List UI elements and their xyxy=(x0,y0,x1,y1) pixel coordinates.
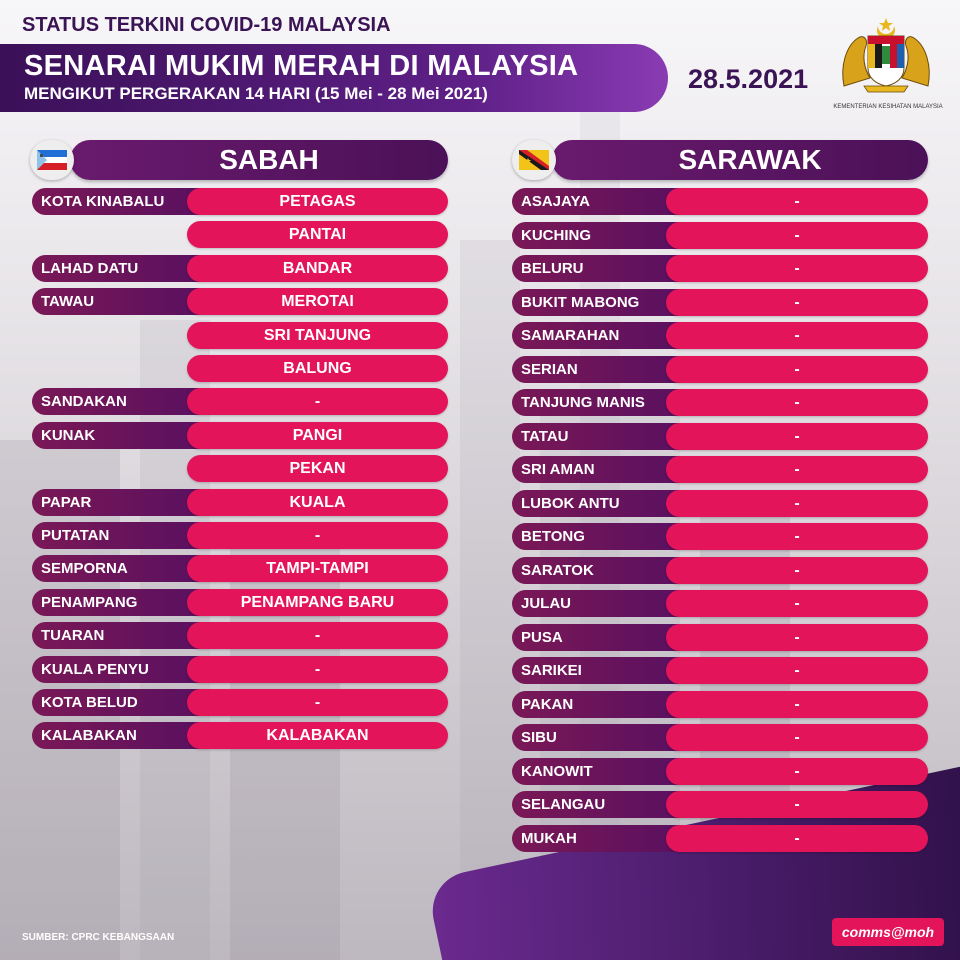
district-label: SANDAKAN xyxy=(32,388,202,415)
district-label: TATAU xyxy=(512,423,682,450)
district-label: KOTA BELUD xyxy=(32,689,202,716)
mukim-value: - xyxy=(187,522,448,549)
comms-badge: comms@moh xyxy=(832,918,944,946)
district-label: PUSA xyxy=(512,624,682,651)
district-label: KALABAKAN xyxy=(32,722,202,749)
sarawak-header xyxy=(512,140,928,180)
sabah-row xyxy=(32,221,448,248)
sarawak-row xyxy=(512,490,928,517)
report-date: 28.5.2021 xyxy=(688,64,809,94)
sarawak-row xyxy=(512,356,928,383)
sarawak-row xyxy=(512,255,928,282)
sabah-row xyxy=(32,622,448,649)
district-label: PUTATAN xyxy=(32,522,202,549)
district-label: KUCHING xyxy=(512,222,682,249)
mukim-value: - xyxy=(187,388,448,415)
district-label: BUKIT MABONG xyxy=(512,289,682,316)
mukim-value: - xyxy=(187,656,448,683)
mukim-value: PENAMPANG BARU xyxy=(187,589,448,616)
district-label: LAHAD DATU xyxy=(32,255,202,282)
sarawak-row xyxy=(512,657,928,684)
source-note: SUMBER: CPRC KEBANGSAAN xyxy=(22,932,175,943)
banner-title: SENARAI MUKIM MERAH DI MALAYSIA xyxy=(24,50,579,82)
sarawak-row xyxy=(512,758,928,785)
sabah-row xyxy=(32,188,448,215)
district-label: PAKAN xyxy=(512,691,682,718)
mukim-value: - xyxy=(666,389,928,416)
sarawak-row xyxy=(512,222,928,249)
sarawak-row xyxy=(512,825,928,852)
mukim-value: PANGI xyxy=(187,422,448,449)
mukim-value: - xyxy=(666,590,928,617)
sabah-row xyxy=(32,689,448,716)
sarawak-row xyxy=(512,791,928,818)
mukim-value: SRI TANJUNG xyxy=(187,322,448,349)
mukim-value: - xyxy=(666,557,928,584)
district-label: ASAJAYA xyxy=(512,188,682,215)
district-label: SAMARAHAN xyxy=(512,322,682,349)
sabah-flag-icon xyxy=(30,140,74,180)
sarawak-title: SARAWAK xyxy=(552,140,928,180)
mukim-value: - xyxy=(666,791,928,818)
mukim-value: - xyxy=(666,456,928,483)
mukim-value: - xyxy=(187,622,448,649)
sarawak-row xyxy=(512,590,928,617)
mukim-value: TAMPI-TAMPI xyxy=(187,555,448,582)
sarawak-row xyxy=(512,188,928,215)
district-label: KUNAK xyxy=(32,422,202,449)
mukim-value: - xyxy=(666,222,928,249)
ministry-name: KEMENTERIAN KESIHATAN MALAYSIA xyxy=(833,104,943,110)
background-building xyxy=(460,240,520,960)
sarawak-row xyxy=(512,289,928,316)
sabah-row xyxy=(32,288,448,315)
sabah-row xyxy=(32,555,448,582)
mukim-value: KALABAKAN xyxy=(187,722,448,749)
sarawak-row xyxy=(512,724,928,751)
mukim-value: KUALA xyxy=(187,489,448,516)
mukim-value: - xyxy=(666,255,928,282)
sabah-row xyxy=(32,722,448,749)
district-label: PAPAR xyxy=(32,489,202,516)
sabah-row xyxy=(32,656,448,683)
sabah-title: SABAH xyxy=(70,140,448,180)
sabah-header xyxy=(30,140,448,180)
mukim-value: - xyxy=(666,825,928,852)
district-label: SIBU xyxy=(512,724,682,751)
district-label: KUALA PENYU xyxy=(32,656,202,683)
sabah-row xyxy=(32,455,448,482)
district-label: SERIAN xyxy=(512,356,682,383)
district-label: SELANGAU xyxy=(512,791,682,818)
mukim-value: - xyxy=(666,188,928,215)
district-label: KANOWIT xyxy=(512,758,682,785)
mukim-value: - xyxy=(187,689,448,716)
sabah-row xyxy=(32,388,448,415)
district-label: KOTA KINABALU xyxy=(32,188,202,215)
mukim-value: PEKAN xyxy=(187,455,448,482)
mukim-value: BALUNG xyxy=(187,355,448,382)
mukim-value: - xyxy=(666,758,928,785)
mukim-value: - xyxy=(666,724,928,751)
coat-of-arms-logo xyxy=(838,16,934,96)
sabah-row xyxy=(32,322,448,349)
banner-subtitle: MENGIKUT PERGERAKAN 14 HARI (15 Mei - 28 Mei 2021) xyxy=(24,84,488,103)
district-label: BETONG xyxy=(512,523,682,550)
sarawak-row xyxy=(512,557,928,584)
sabah-row xyxy=(32,522,448,549)
mukim-value: PANTAI xyxy=(187,221,448,248)
mukim-value: - xyxy=(666,289,928,316)
sarawak-row xyxy=(512,523,928,550)
mukim-value: - xyxy=(666,490,928,517)
sarawak-row xyxy=(512,322,928,349)
mukim-value: - xyxy=(666,523,928,550)
sabah-row xyxy=(32,255,448,282)
sarawak-row xyxy=(512,389,928,416)
top-title: STATUS TERKINI COVID-19 MALAYSIA xyxy=(22,14,391,36)
mukim-value: - xyxy=(666,322,928,349)
district-label: JULAU xyxy=(512,590,682,617)
district-label: TANJUNG MANIS xyxy=(512,389,682,416)
sarawak-row xyxy=(512,691,928,718)
mukim-value: BANDAR xyxy=(187,255,448,282)
mukim-value: PETAGAS xyxy=(187,188,448,215)
mukim-value: - xyxy=(666,691,928,718)
title-banner xyxy=(0,44,668,112)
district-label: PENAMPANG xyxy=(32,589,202,616)
mukim-value: MEROTAI xyxy=(187,288,448,315)
sabah-row xyxy=(32,355,448,382)
district-label: SEMPORNA xyxy=(32,555,202,582)
mukim-value: - xyxy=(666,423,928,450)
sarawak-list xyxy=(512,188,928,852)
mukim-value: - xyxy=(666,356,928,383)
sarawak-row xyxy=(512,423,928,450)
sabah-list xyxy=(32,188,448,748)
district-label: SARATOK xyxy=(512,557,682,584)
sarawak-flag-icon xyxy=(512,140,556,180)
sarawak-row xyxy=(512,624,928,651)
sabah-row xyxy=(32,489,448,516)
sabah-row xyxy=(32,589,448,616)
district-label: BELURU xyxy=(512,255,682,282)
district-label: TAWAU xyxy=(32,288,202,315)
district-label: MUKAH xyxy=(512,825,682,852)
district-label: SRI AMAN xyxy=(512,456,682,483)
mukim-value: - xyxy=(666,624,928,651)
sarawak-row xyxy=(512,456,928,483)
district-label: LUBOK ANTU xyxy=(512,490,682,517)
sabah-row xyxy=(32,422,448,449)
district-label: TUARAN xyxy=(32,622,202,649)
district-label: SARIKEI xyxy=(512,657,682,684)
mukim-value: - xyxy=(666,657,928,684)
